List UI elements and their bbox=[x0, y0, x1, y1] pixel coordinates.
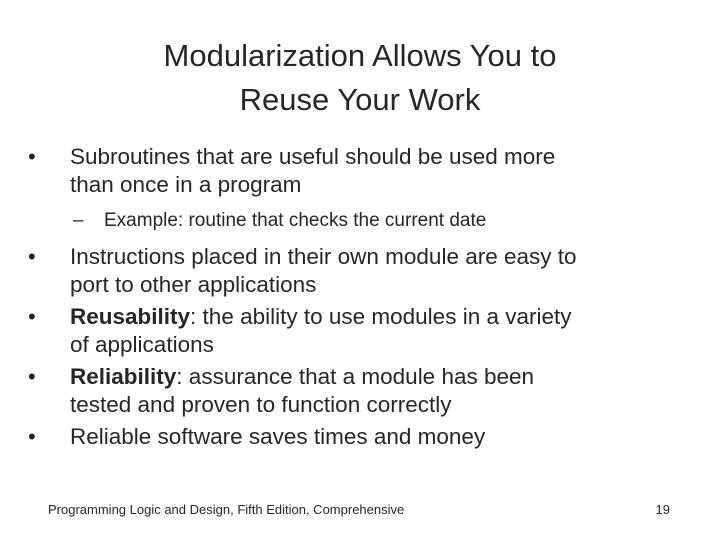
title-line-1: Modularization Allows You to bbox=[163, 38, 557, 73]
bullet-item bbox=[28, 363, 688, 419]
term-reusability: Reusability bbox=[70, 304, 191, 329]
bullet-marker: • bbox=[28, 144, 36, 169]
term-definition: : the ability to use modules in a variety bbox=[190, 304, 572, 329]
bullet-marker: • bbox=[28, 244, 36, 269]
bullet-text-line bbox=[70, 363, 688, 391]
term-reliability: Reliability bbox=[70, 364, 177, 389]
bullet-item bbox=[28, 423, 688, 451]
bullet-text-line: Instructions placed in their own module are easy to bbox=[70, 244, 577, 269]
sub-bullet-text: Example: routine that checks the current date bbox=[104, 210, 487, 231]
bullet-text-line bbox=[70, 303, 688, 331]
bullet-text-line: Subroutines that are useful should be used more bbox=[70, 144, 556, 169]
bullet-text-line: Reliable software saves times and money bbox=[70, 424, 486, 449]
slide-title bbox=[60, 34, 660, 122]
bullet-text-line: than once in a program bbox=[70, 172, 302, 197]
bullet-marker: • bbox=[28, 364, 36, 389]
bullet-text-line: port to other applications bbox=[70, 272, 317, 297]
bullet-text-line: of applications bbox=[70, 332, 214, 357]
bullet-marker: • bbox=[28, 304, 36, 329]
sub-bullet-item bbox=[28, 209, 688, 233]
bullet-text-line: tested and proven to function correctly bbox=[70, 392, 452, 417]
bullet-marker: • bbox=[28, 424, 36, 449]
term-definition: : assurance that a module has been bbox=[176, 364, 535, 389]
bullet-list bbox=[28, 143, 688, 455]
page-number: 19 bbox=[655, 502, 670, 517]
sub-bullet-marker: – bbox=[73, 210, 84, 231]
title-line-2: Reuse Your Work bbox=[239, 82, 481, 117]
bullet-item bbox=[28, 143, 688, 199]
bullet-item bbox=[28, 243, 688, 299]
slide-footer: Programming Logic and Design, Fifth Edition, Comprehensive bbox=[48, 502, 405, 517]
bullet-item bbox=[28, 303, 688, 359]
